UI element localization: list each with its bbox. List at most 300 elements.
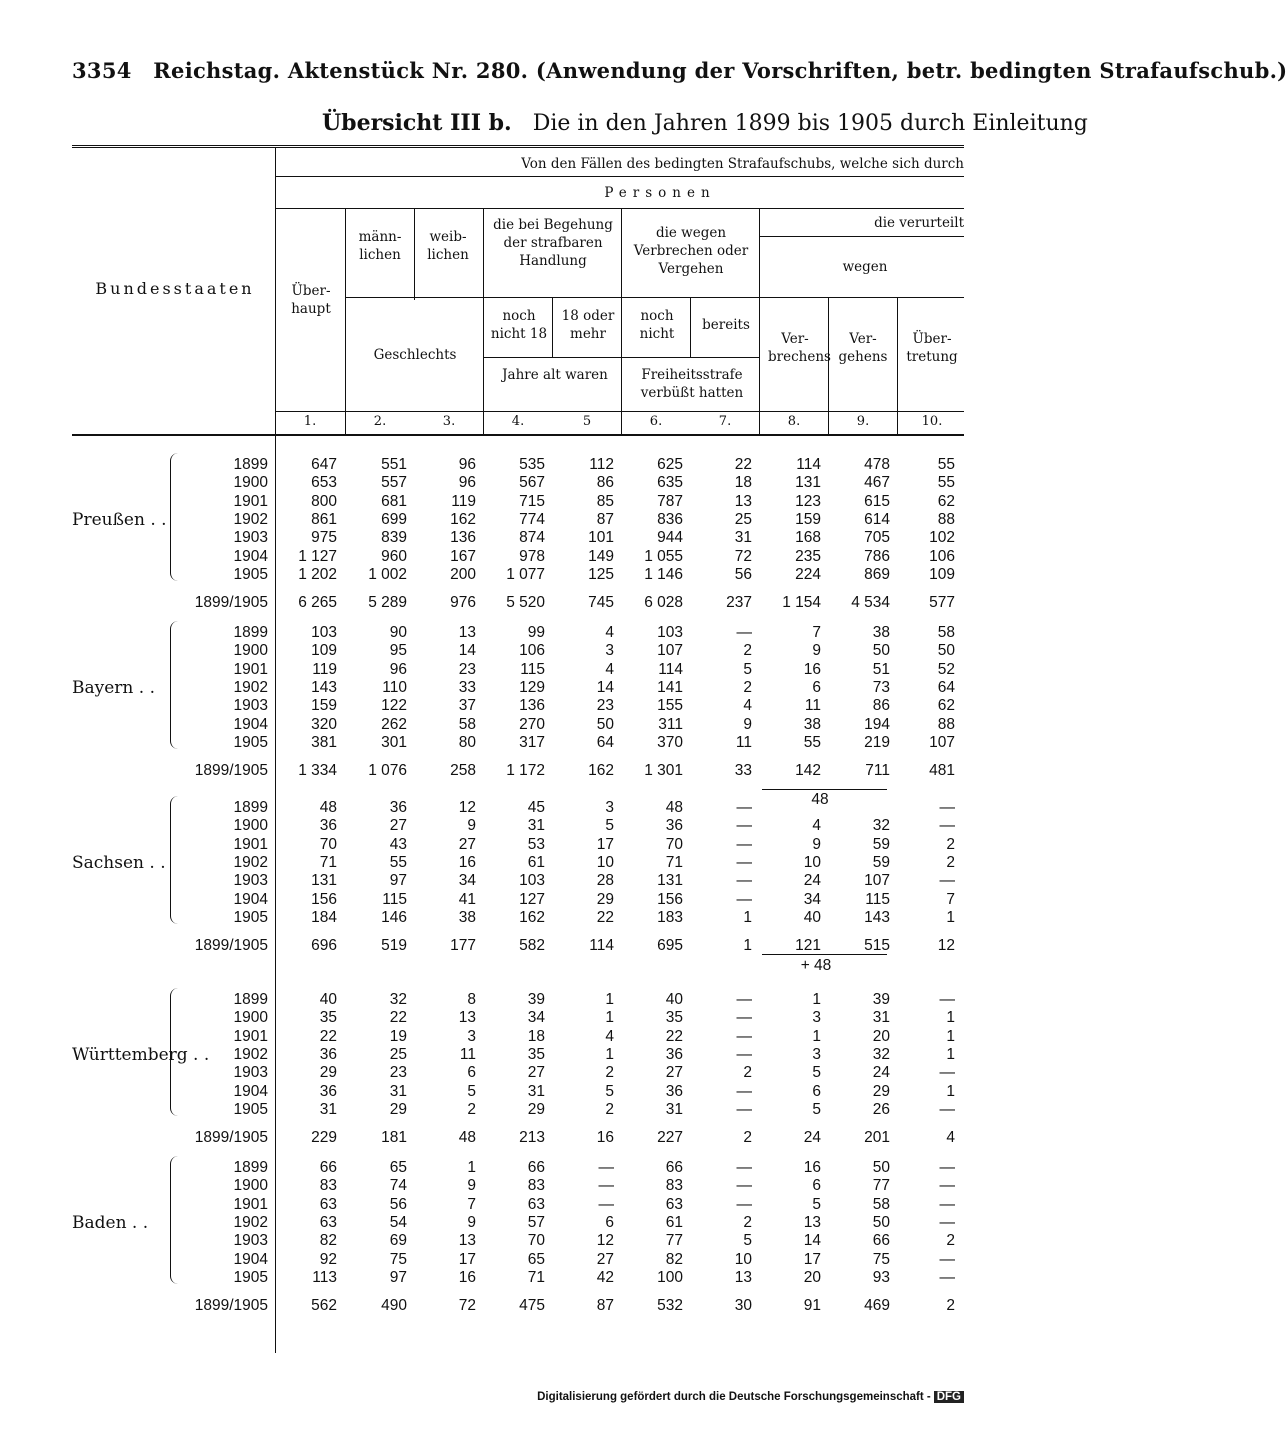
table-cell: 2 (946, 1232, 955, 1250)
total-cell: 181 (381, 1129, 407, 1146)
table-cell: 10 (803, 853, 821, 871)
table-cell: 869 (864, 565, 890, 583)
year-label: 1903 (233, 529, 268, 547)
header-bottom-rule (72, 434, 964, 436)
table-cell: 1 (605, 991, 614, 1008)
total-cell: 1 (743, 937, 752, 954)
table-cell: 38 (458, 908, 476, 926)
table-cell: 36 (389, 799, 407, 816)
table-cell: 115 (520, 660, 545, 678)
table-cell: 4 (605, 660, 614, 678)
table-cell: 1 (467, 1159, 476, 1176)
table-cell: 5 (467, 1082, 476, 1100)
table-cell: 36 (665, 817, 683, 835)
table-cell: 4 (812, 817, 821, 835)
table-cell: 535 (519, 456, 545, 473)
table-cell: 13 (734, 492, 752, 510)
table-cell: 34 (803, 890, 821, 908)
total-cell: 16 (596, 1129, 614, 1146)
table-cell: 14 (458, 642, 476, 660)
total-cell: 12 (937, 937, 955, 954)
table-cell: 27 (527, 1064, 545, 1082)
table-cell: 1 (812, 1027, 821, 1045)
dfg-logo: DFG (934, 1391, 964, 1403)
year-label: 1901 (233, 835, 268, 853)
table-cell: 29 (527, 1100, 545, 1118)
table-cell: 5 (605, 1082, 614, 1100)
table-cell: 11 (459, 1045, 476, 1063)
table-cell: 23 (389, 1064, 407, 1082)
table-cell: 85 (596, 492, 614, 510)
table-cell: — (939, 1268, 955, 1286)
table-cell: — (736, 624, 752, 641)
total-cell: 4 534 (851, 594, 890, 611)
rule-alter-bottom (484, 357, 621, 358)
table-cell: 800 (311, 492, 337, 510)
table-cell: — (736, 1100, 752, 1118)
note-rule-top (762, 789, 887, 790)
divider-col6 (690, 297, 691, 357)
table-cell: 3 (605, 799, 614, 816)
table-cell: 48 (665, 799, 683, 816)
total-cell: 475 (519, 1297, 545, 1314)
table-cell: 320 (311, 715, 337, 733)
table-cell: 25 (734, 510, 752, 528)
table-cell: 87 (596, 510, 614, 528)
table-cell: 4 (743, 697, 752, 715)
table-cell: 647 (311, 456, 337, 473)
table-cell: 16 (803, 660, 821, 678)
year-label: 1899 (233, 624, 268, 641)
table-cell: 10 (734, 1250, 752, 1268)
table-cell: — (598, 1159, 614, 1176)
table-cell: 12 (458, 799, 476, 816)
table-cell: 107 (657, 642, 683, 660)
table-cell: 19 (389, 1027, 407, 1045)
table-cell: — (939, 799, 955, 816)
table-cell: 72 (734, 547, 752, 565)
table-cell: 162 (519, 908, 545, 926)
table-cell: 4 (605, 1027, 614, 1045)
total-cell: 519 (381, 937, 407, 954)
table-cell: 13 (458, 624, 476, 641)
rule-verurteilt (760, 236, 964, 237)
total-cell: 142 (795, 762, 821, 779)
table-cell: 86 (596, 474, 614, 492)
total-cell: 582 (519, 937, 545, 954)
table-cell: — (736, 991, 752, 1008)
divider-col8 (828, 297, 829, 434)
table-cell: 66 (319, 1159, 337, 1176)
column-number: 9. (856, 414, 870, 429)
table-cell: 836 (657, 510, 683, 528)
table-cell: 50 (937, 642, 955, 660)
table-cell: 127 (519, 890, 545, 908)
table-cell: 115 (865, 890, 890, 908)
table-cell: 136 (519, 697, 545, 715)
table-cell: 184 (311, 908, 337, 926)
year-label: 1904 (233, 715, 268, 733)
table-cell: 5 (812, 1100, 821, 1118)
table-cell: 3 (812, 1045, 821, 1063)
table-cell: 10 (596, 853, 614, 871)
personen-heading: Personen (604, 185, 716, 201)
table-cell: 13 (458, 1232, 476, 1250)
table-cell: 1 (743, 908, 752, 926)
table-cell: 61 (527, 853, 545, 871)
table-cell: 2 (743, 1064, 752, 1082)
year-label: 1900 (233, 474, 268, 492)
total-cell: 91 (803, 1297, 821, 1314)
table-cell: 975 (311, 529, 337, 547)
total-year-label: 1899/1905 (194, 1129, 268, 1146)
table-cell: 9 (467, 817, 476, 835)
table-cell: 34 (527, 1009, 545, 1027)
table-cell: 103 (657, 624, 683, 641)
divider-col2 (414, 208, 415, 300)
total-cell: 48 (458, 1129, 476, 1146)
table-cell: 70 (319, 835, 337, 853)
divider-col3 (483, 208, 484, 434)
rule-personen (276, 208, 964, 209)
total-cell: 532 (657, 1297, 683, 1314)
table-cell: 960 (381, 547, 407, 565)
table-cell: 122 (381, 697, 407, 715)
table-cell: 63 (527, 1195, 545, 1213)
table-cell: 219 (864, 733, 890, 751)
total-cell: 577 (929, 594, 955, 611)
total-cell: 6 028 (644, 594, 683, 611)
total-year-label: 1899/1905 (194, 762, 268, 779)
table-cell: 3 (605, 642, 614, 660)
row-header-label: Bundesstaaten (95, 279, 255, 298)
title-label: Übersicht III b. (322, 110, 512, 136)
table-cell: 80 (458, 733, 476, 751)
table-cell: 27 (665, 1064, 683, 1082)
rule-geschlecht (346, 297, 483, 298)
table-cell: 141 (657, 678, 683, 696)
table-cell: 27 (458, 835, 476, 853)
table-cell: 75 (872, 1250, 890, 1268)
table-cell: 77 (872, 1177, 890, 1195)
table-cell: 83 (319, 1177, 337, 1195)
table-cell: 1 055 (644, 547, 683, 565)
year-label: 1905 (233, 1268, 268, 1286)
column-number: 10. (921, 414, 943, 429)
table-cell: 2 (946, 835, 955, 853)
table-cell: 31 (527, 1082, 545, 1100)
table-cell: 114 (796, 456, 821, 473)
table-cell: 14 (596, 678, 614, 696)
year-label: 1905 (233, 908, 268, 926)
table-cell: 106 (929, 547, 955, 565)
rule-super (276, 176, 964, 177)
footer (537, 1391, 964, 1403)
total-cell: 515 (864, 937, 890, 954)
year-label: 1905 (233, 1100, 268, 1118)
table-cell: 156 (657, 890, 683, 908)
table-cell: 14 (803, 1232, 821, 1250)
table-cell: 29 (319, 1064, 337, 1082)
table-cell: 31 (734, 529, 752, 547)
year-label: 1903 (233, 1064, 268, 1082)
table-cell: 839 (381, 529, 407, 547)
table-cell: 29 (872, 1082, 890, 1100)
table-cell: 13 (734, 1268, 752, 1286)
table-cell: 110 (382, 678, 407, 696)
table-cell: 1 (946, 1027, 955, 1045)
year-label: 1902 (233, 1213, 268, 1231)
table-cell: 2 (743, 1213, 752, 1231)
table-cell: 36 (319, 1045, 337, 1063)
divider-col5 (621, 208, 622, 434)
table-cell: 59 (872, 835, 890, 853)
year-label: 1904 (233, 547, 268, 565)
table-cell: 36 (319, 1082, 337, 1100)
year-label: 1899 (233, 799, 268, 816)
table-cell: 34 (458, 872, 476, 890)
table-cell: 1 (946, 908, 955, 926)
table-cell: 614 (864, 510, 890, 528)
table-cell: 5 (812, 1195, 821, 1213)
footer-text: Digitalisierung gefördert durch die Deutsche Forschungsgemeinschaft - (537, 1391, 931, 1403)
table-cell: 22 (319, 1027, 337, 1045)
table-cell: 74 (389, 1177, 407, 1195)
table-cell: 42 (596, 1268, 614, 1286)
table-cell: 103 (519, 872, 545, 890)
table-cell: 107 (929, 733, 955, 751)
col9-heading: Ver- gehens (838, 331, 888, 365)
table-cell: 143 (864, 908, 890, 926)
table-cell: 1 002 (368, 565, 407, 583)
table-cell: 183 (657, 908, 683, 926)
total-cell: 72 (458, 1297, 476, 1314)
table-cell: 3 (812, 1009, 821, 1027)
col810-heading: die verurteilt (874, 215, 964, 231)
table-cell: 5 (812, 1064, 821, 1082)
table-cell: 53 (527, 835, 545, 853)
table-cell: 43 (389, 835, 407, 853)
table-cell: 39 (527, 991, 545, 1008)
brace-icon (170, 1156, 185, 1284)
table-cell: 9 (743, 715, 752, 733)
total-cell: 2 (743, 1129, 752, 1146)
table-cell: — (736, 1027, 752, 1045)
total-cell: 711 (865, 762, 890, 779)
year-label: 1899 (233, 456, 268, 473)
table-cell: 63 (665, 1195, 683, 1213)
table-cell: 36 (665, 1082, 683, 1100)
table-cell: 65 (389, 1159, 407, 1176)
wegen-heading: wegen (842, 259, 888, 275)
table-cell: 1 (946, 1045, 955, 1063)
column-number: 8. (787, 414, 801, 429)
table-cell: 24 (803, 872, 821, 890)
table-cell: 71 (319, 853, 337, 871)
table-cell: 168 (795, 529, 821, 547)
table-cell: — (736, 890, 752, 908)
table-cell: — (736, 1009, 752, 1027)
year-label: 1901 (233, 1027, 268, 1045)
rule-strafe-bottom (622, 357, 759, 358)
total-cell: 1 334 (298, 762, 337, 779)
total-cell: 33 (734, 762, 752, 779)
table-cell: 311 (658, 715, 683, 733)
state-name: Sachsen . . (72, 852, 166, 873)
table-cell: 51 (872, 660, 890, 678)
table-cell: 109 (929, 565, 955, 583)
table-cell: 635 (657, 474, 683, 492)
table-cell: 55 (803, 733, 821, 751)
col8-heading: Ver- brechens (768, 331, 831, 365)
column-number: 3. (442, 414, 456, 429)
table-cell: 70 (665, 835, 683, 853)
table-cell: 38 (803, 715, 821, 733)
year-label: 1903 (233, 1232, 268, 1250)
table-cell: 59 (872, 853, 890, 871)
table-cell: 1 (605, 1009, 614, 1027)
table-cell: 8 (467, 991, 476, 1008)
table-cell: 301 (381, 733, 407, 751)
table-cell: 70 (527, 1232, 545, 1250)
table-cell: 699 (381, 510, 407, 528)
col67-bottom-heading: Freiheitsstrafe verbüßt hatten (640, 367, 744, 401)
total-cell: 696 (311, 937, 337, 954)
table-cell: — (939, 817, 955, 835)
table-cell: 131 (795, 474, 821, 492)
table-cell: 82 (319, 1232, 337, 1250)
table-cell: 69 (389, 1232, 407, 1250)
table-cell: — (736, 1177, 752, 1195)
year-label: 1903 (233, 872, 268, 890)
table-cell: 9 (467, 1177, 476, 1195)
total-year-label: 1899/1905 (194, 594, 268, 611)
total-cell: 87 (596, 1297, 614, 1314)
table-cell: — (939, 1177, 955, 1195)
total-cell: 745 (588, 594, 614, 611)
table-cell: — (939, 1213, 955, 1231)
table-cell: 109 (311, 642, 337, 660)
table-cell: 5 (743, 660, 752, 678)
table-cell: 1 146 (644, 565, 683, 583)
table-cell: 625 (657, 456, 683, 473)
table-cell: 13 (803, 1213, 821, 1231)
title-text: Die in den Jahren 1899 bis 1905 durch Einleitung (532, 111, 1088, 136)
table-cell: 6 (605, 1213, 614, 1231)
year-label: 1900 (233, 642, 268, 660)
table-cell: 119 (312, 660, 337, 678)
brace-icon (170, 621, 185, 749)
table-cell: 2 (743, 678, 752, 696)
table-cell: 36 (319, 817, 337, 835)
table-cell: 557 (381, 474, 407, 492)
table-cell: 123 (795, 492, 821, 510)
table-cell: 861 (311, 510, 337, 528)
total-cell: 237 (726, 594, 752, 611)
table-cell: 9 (467, 1213, 476, 1231)
table-cell: 1 077 (506, 565, 545, 583)
table-cell: 29 (389, 1100, 407, 1118)
table-cell: 27 (389, 817, 407, 835)
column-number: 7. (718, 414, 732, 429)
table-cell: 90 (389, 624, 407, 641)
table-cell: 56 (734, 565, 752, 583)
total-cell: 2 (946, 1297, 955, 1314)
total-cell: 1 301 (644, 762, 683, 779)
state-name: Preußen . . (72, 509, 167, 530)
table-cell: 20 (803, 1268, 821, 1286)
table-cell: — (736, 817, 752, 835)
table-cell: 58 (937, 624, 955, 641)
table-cell: — (736, 835, 752, 853)
table-cell: 63 (319, 1213, 337, 1231)
total-cell: 4 (946, 1129, 955, 1146)
table-cell: — (736, 799, 752, 816)
table-cell: 33 (458, 678, 476, 696)
col4-heading: noch nicht 18 (490, 308, 548, 342)
brace-icon (170, 453, 185, 581)
table-cell: 787 (657, 492, 683, 510)
table-cell: 50 (872, 642, 890, 660)
table-cell: 40 (665, 991, 683, 1008)
table-cell: 12 (596, 1232, 614, 1250)
table-cell: 32 (389, 991, 407, 1008)
year-label: 1900 (233, 1177, 268, 1195)
table-cell: 39 (872, 991, 890, 1008)
column-number: 2. (373, 414, 387, 429)
table-cell: 114 (658, 660, 683, 678)
table-cell: 978 (519, 547, 545, 565)
table-cell: 66 (527, 1159, 545, 1176)
total-year-label: 1899/1905 (194, 937, 268, 954)
table-cell: 17 (596, 835, 614, 853)
table-cell: 115 (382, 890, 407, 908)
table-cell: 83 (665, 1177, 683, 1195)
table-cell: 35 (527, 1045, 545, 1063)
table-cell: 155 (657, 697, 683, 715)
table-cell: 32 (872, 1045, 890, 1063)
table-cell: 113 (312, 1268, 337, 1286)
table-cell: 71 (665, 853, 683, 871)
total-cell: 562 (311, 1297, 337, 1314)
table-cell: 18 (734, 474, 752, 492)
table-cell: 786 (864, 547, 890, 565)
table-cell: 615 (864, 492, 890, 510)
total-cell: 258 (450, 762, 476, 779)
table-cell: 71 (527, 1268, 545, 1286)
table-cell: 50 (872, 1213, 890, 1231)
total-cell: 5 520 (506, 594, 545, 611)
table-cell: 1 (946, 1082, 955, 1100)
table-cell: 17 (458, 1250, 476, 1268)
table-cell: 31 (389, 1082, 407, 1100)
total-cell: 121 (795, 937, 821, 954)
table-cell: — (736, 1045, 752, 1063)
table-cell: 31 (872, 1009, 890, 1027)
table-cell: 119 (451, 492, 476, 510)
table-cell: 75 (389, 1250, 407, 1268)
column-number: 1. (303, 414, 317, 429)
table-cell: 5 (605, 817, 614, 835)
table-cell: 41 (458, 890, 476, 908)
divider-col9 (897, 297, 898, 434)
geschlechts-heading: Geschlechts (373, 347, 457, 363)
table-cell: 6 (812, 1177, 821, 1195)
page-header (72, 58, 1287, 83)
table-cell: 73 (872, 678, 890, 696)
total-cell: 481 (929, 762, 955, 779)
table-cell: 58 (458, 715, 476, 733)
